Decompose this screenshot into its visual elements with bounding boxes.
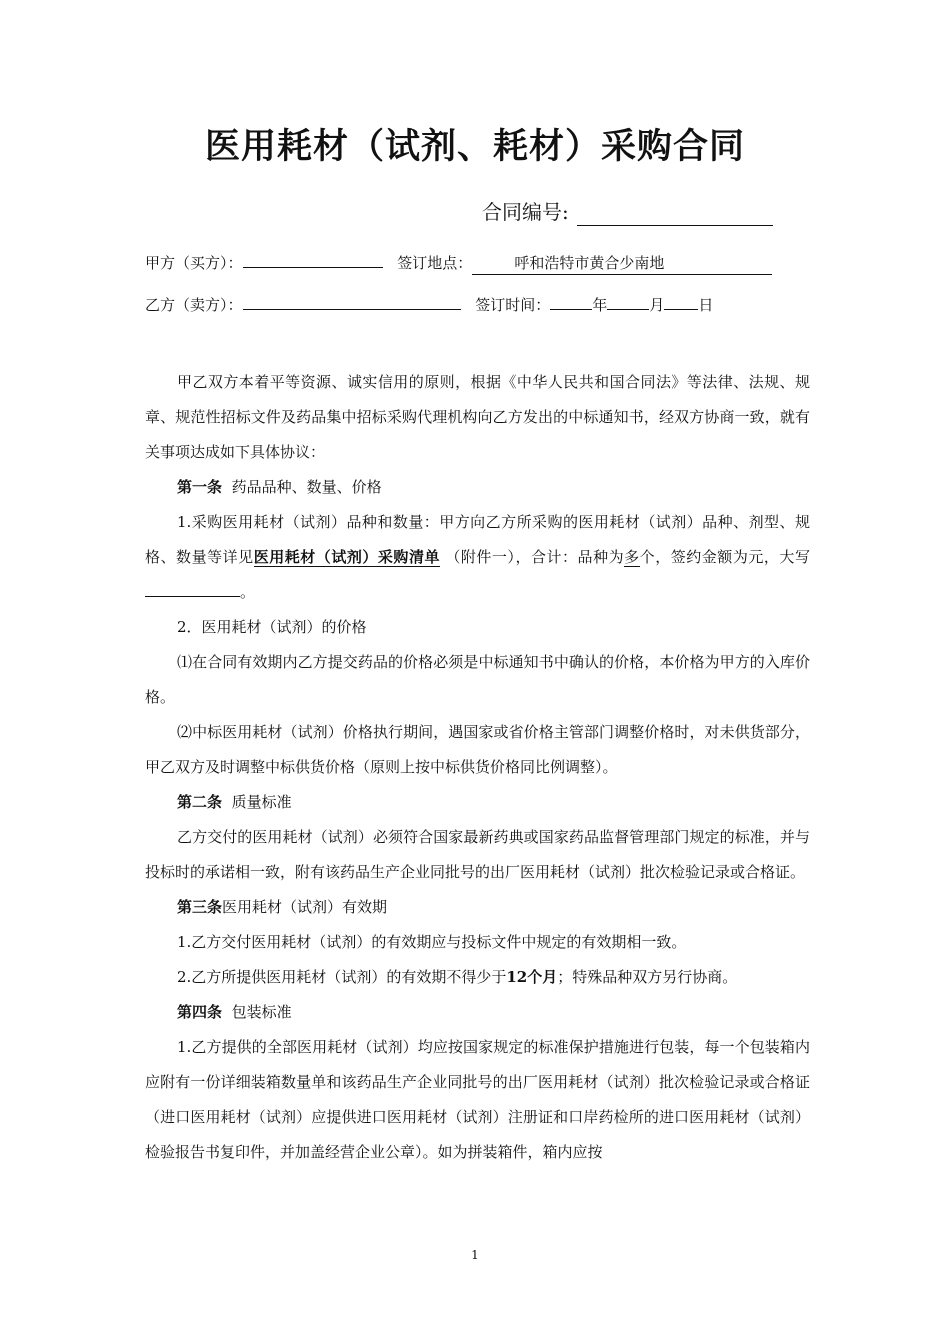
article-2-heading: 第二条 质量标准 (177, 793, 292, 811)
party-a-label: 甲方（买方）： (145, 254, 243, 272)
sign-time-label: 签订时间： (475, 296, 551, 314)
page-number: 1 (471, 1248, 479, 1262)
month-blank (607, 292, 649, 310)
year-label: 年 (592, 296, 608, 314)
party-a-row (145, 250, 772, 275)
document-title: 医用耗材（试剂、耗材）采购合同 (204, 126, 745, 167)
amount-uppercase-blank (145, 579, 240, 597)
party-b-label: 乙方（卖方）： (145, 296, 243, 314)
article-1-item-1: 1.采购医用耗材（试剂）品种和数量：甲方向乙方所采购的医用耗材（试剂）品种、剂型、规格、数量等详见医用耗材（试剂）采购清单 （附件一），合计：品种为多个，签约金额为元，大写。 (145, 513, 810, 601)
contract-number-blank (577, 203, 773, 226)
contract-number-label: 合同编号: (482, 200, 569, 224)
sign-place-value: 呼和浩特市黄合少南地 (472, 252, 772, 275)
article-4-item-1: 1.乙方提供的全部医用耗材（试剂）均应按国家规定的标准保护措施进行包装，每一个包装箱内应附有一份详细装箱数量单和该药品生产企业同批号的出厂医用耗材（试剂）批次检验记录或合格证（进口医用耗材（试剂）应提供进口医用耗材（试剂）注册证和口岸药检所的进口医用耗材（试剂）检验报告书复印件，并加盖经营企业公章）。如为拼装箱件，箱内应按 (145, 1038, 810, 1161)
party-b-row (145, 292, 713, 316)
article-3-heading: 第三条医用耗材（试剂）有效期 (177, 898, 388, 916)
article-3-item-2: 2.乙方所提供医用耗材（试剂）的有效期不得少于12个月；特殊品种双方另行协商。 (177, 968, 738, 986)
contract-number-row (482, 198, 773, 226)
party-a-blank (243, 250, 383, 268)
article-1-heading: 第一条 药品品种、数量、价格 (177, 478, 382, 496)
intro-paragraph: 甲乙双方本着平等资源、诚实信用的原则，根据《中华人民共和国合同法》等法律、法规、规章、规范性招标文件及药品集中招标采购代理机构向乙方发出的中标通知书，经双方协商一致，就有关事项达成如下具体协议： (145, 373, 810, 461)
article-1-item-2: 2．医用耗材（试剂）的价格 (177, 618, 367, 636)
article-4-heading: 第四条 包装标准 (177, 1003, 292, 1021)
day-label: 日 (698, 296, 714, 314)
variety-count: 多 (624, 548, 640, 566)
article-1-item-2-1: ⑴在合同有效期内乙方提交药品的价格必须是中标通知书中确认的价格，本价格为甲方的入库价格。 (145, 653, 810, 706)
party-b-blank (243, 292, 461, 310)
sign-place-label: 签订地点： (397, 254, 473, 272)
month-label: 月 (649, 296, 665, 314)
article-3-item-1: 1.乙方交付医用耗材（试剂）的有效期应与投标文件中规定的有效期相一致。 (177, 933, 687, 951)
purchase-list-link: 医用耗材（试剂）采购清单 (253, 548, 441, 566)
year-blank (550, 292, 592, 310)
article-2-text: 乙方交付的医用耗材（试剂）必须符合国家最新药典或国家药品监督管理部门规定的标准，并与投标时的承诺相一致，附有该药品生产企业同批号的出厂医用耗材（试剂）批次检验记录或合格证。 (145, 828, 810, 881)
contract-body (145, 365, 810, 1170)
day-blank (664, 292, 698, 310)
article-1-item-2-2: ⑵中标医用耗材（试剂）价格执行期间，遇国家或省价格主管部门调整价格时，对未供货部分，甲乙双方及时调整中标供货价格（原则上按中标供货价格同比例调整）。 (145, 723, 810, 776)
